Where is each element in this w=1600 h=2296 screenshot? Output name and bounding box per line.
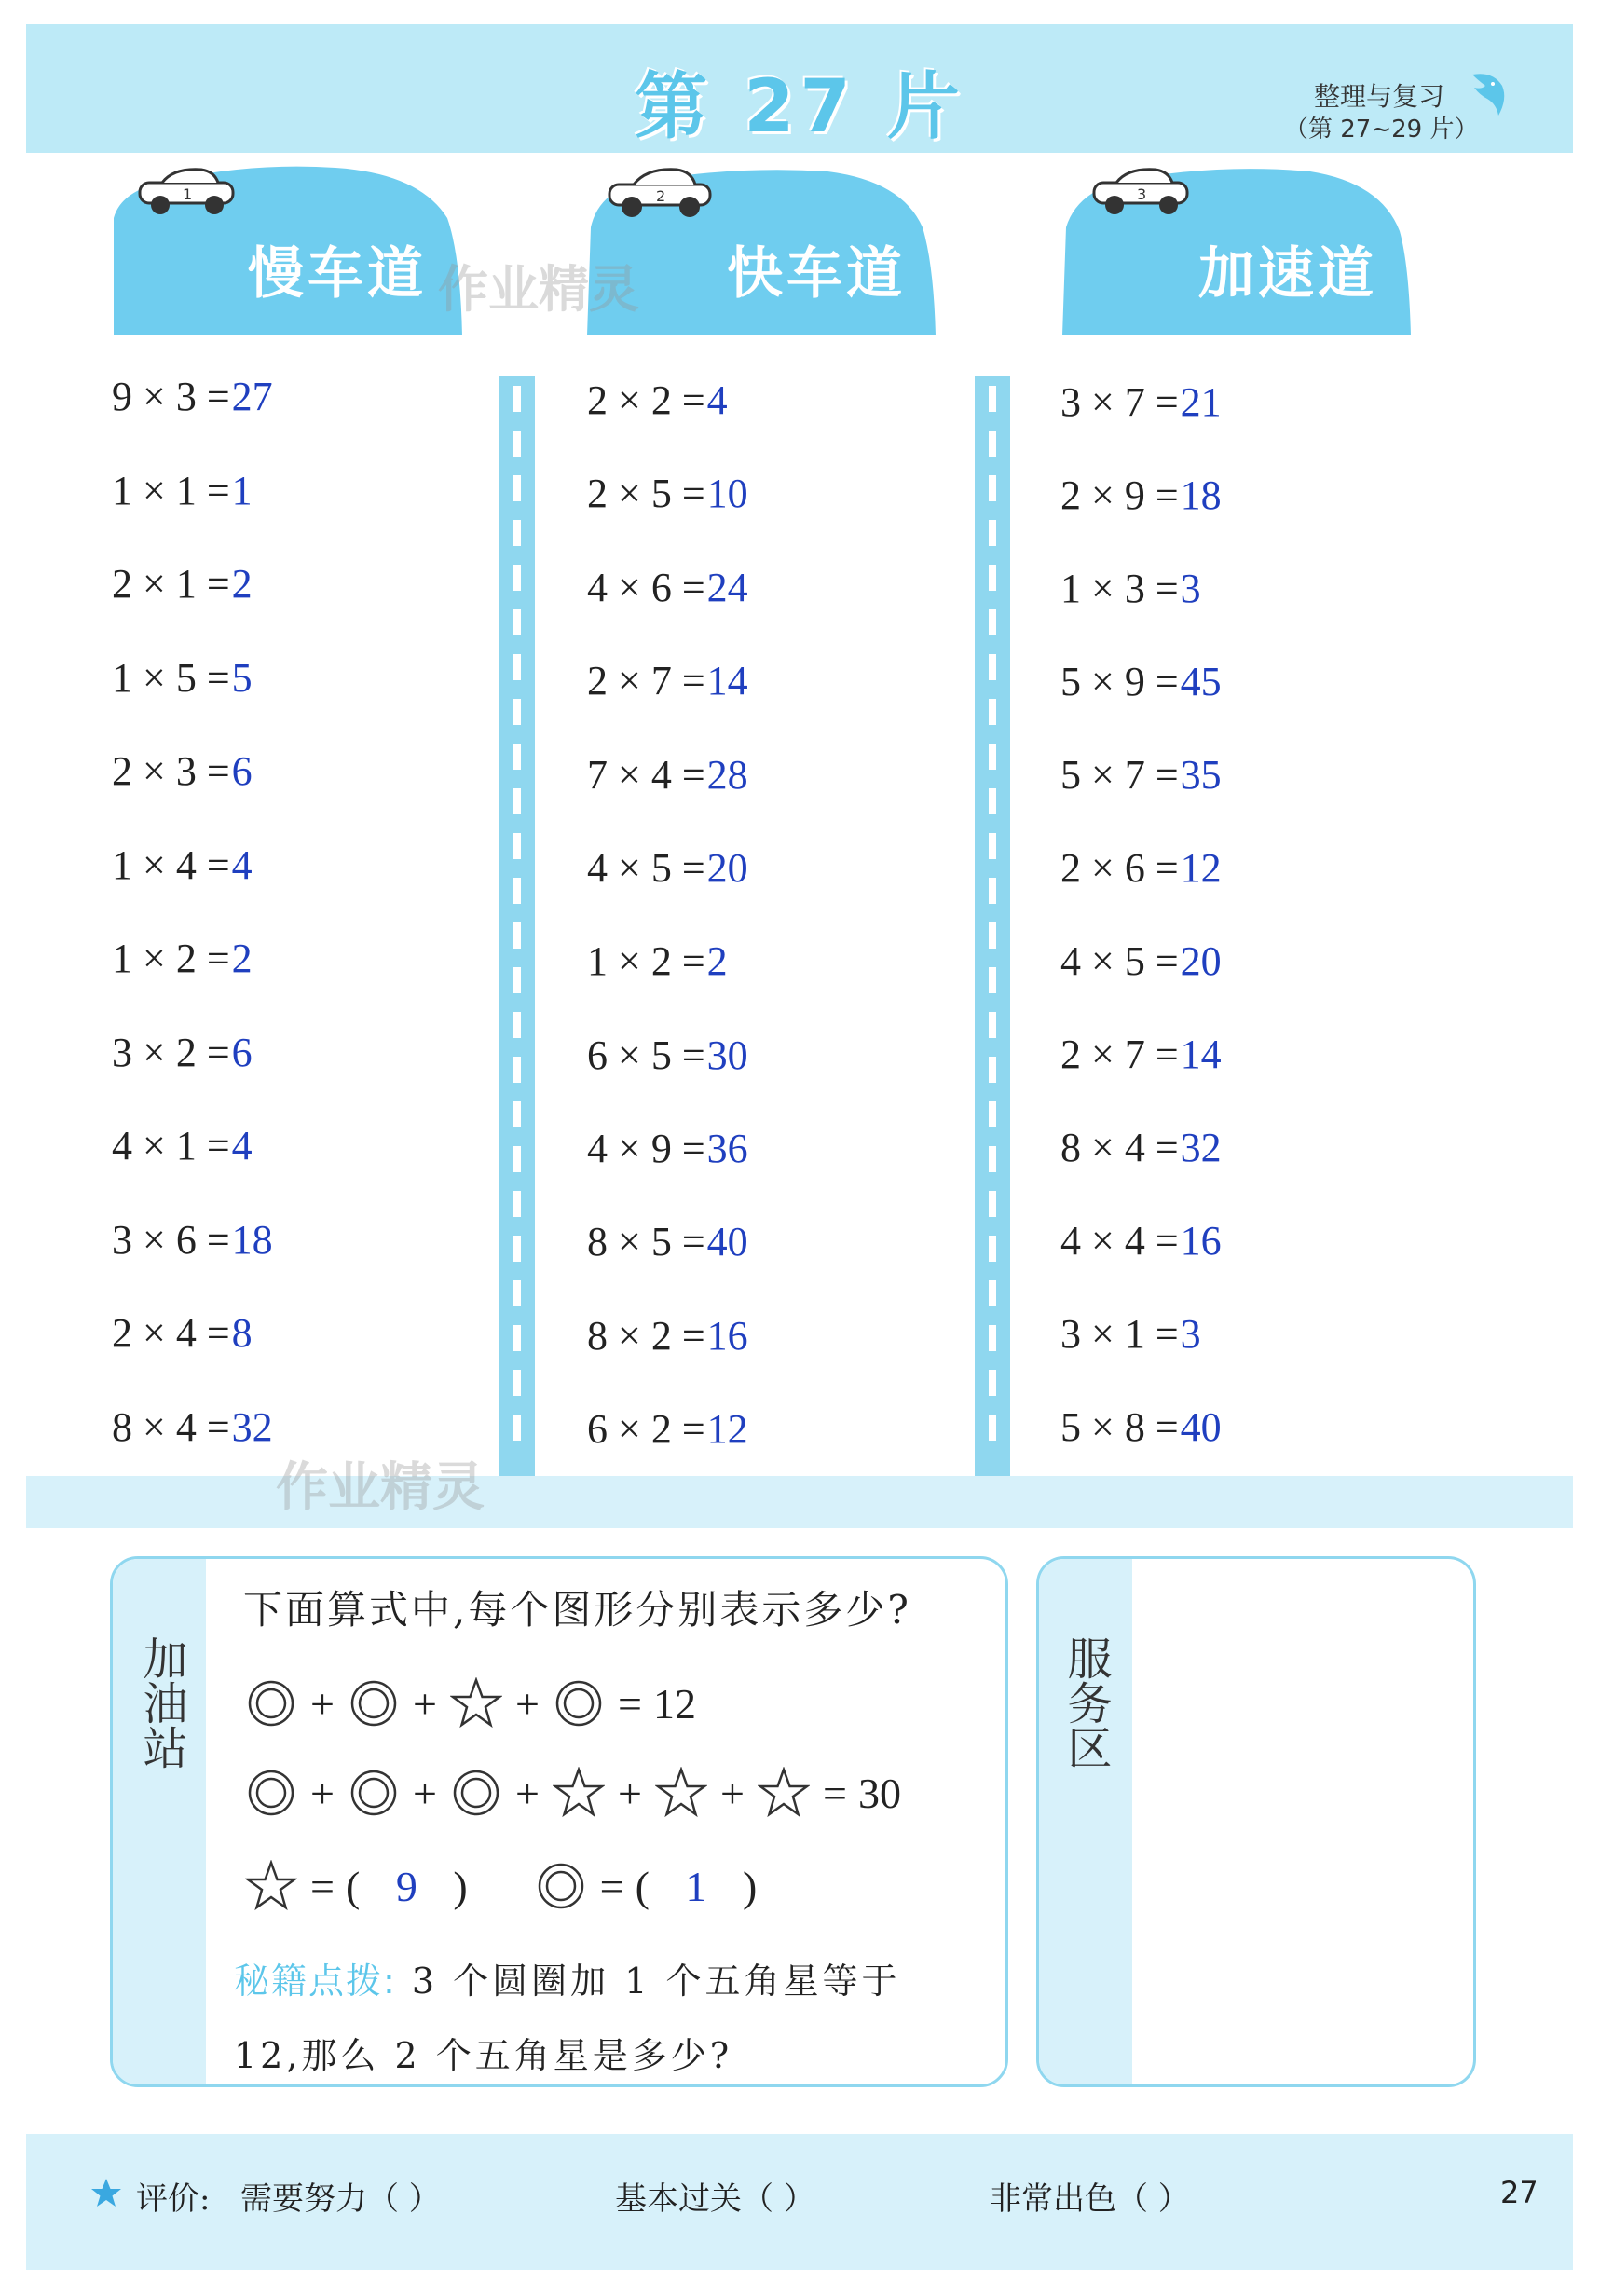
answer: 14: [1180, 1032, 1222, 1077]
answer: 8: [231, 1310, 253, 1356]
answer: 10: [706, 471, 748, 516]
answer: 35: [1180, 752, 1222, 798]
answer: 20: [706, 845, 748, 891]
star-outline-icon: [756, 1765, 812, 1821]
section-divider-band: [26, 1476, 1573, 1528]
equation-row: 2 × 5 =10: [587, 471, 748, 516]
answer: 3: [1180, 566, 1201, 611]
answer: 6: [231, 748, 253, 794]
double-circle-icon: [346, 1675, 402, 1731]
answer: 16: [1180, 1218, 1222, 1264]
service-title: 服务区: [1060, 1635, 1112, 1770]
evaluation-option-pass[interactable]: 基本过关（ ）: [615, 2180, 815, 2218]
answer: 18: [231, 1217, 273, 1263]
lane-tab-slow: [112, 162, 466, 335]
answer: 2: [231, 561, 253, 607]
answer: 3: [1180, 1311, 1201, 1357]
circle-answer: 1: [685, 1862, 707, 1910]
lane-title-slow: 慢车道: [248, 241, 427, 307]
equation-row: 7 × 4 =28: [587, 752, 748, 798]
answer: 1: [231, 468, 253, 513]
equation-row: 3 × 2 =6: [112, 1030, 253, 1075]
double-circle-icon: [243, 1765, 299, 1821]
service-panel: [1036, 1556, 1476, 2087]
answer: 30: [706, 1032, 748, 1078]
svg-text:2: 2: [656, 187, 666, 205]
answer: 20: [1180, 938, 1222, 984]
equation-row: 2 × 2 =4: [587, 377, 728, 423]
star-outline-icon: [551, 1765, 607, 1821]
star-answer: 9: [395, 1862, 417, 1910]
equation-row: 2 × 7 =14: [1060, 1032, 1222, 1077]
double-circle-icon: [346, 1765, 402, 1821]
equation-row: 4 × 5 =20: [587, 845, 748, 891]
answer: 36: [706, 1126, 748, 1171]
answer: 24: [706, 565, 748, 610]
equation-result: 12: [653, 1679, 696, 1728]
answer: 4: [231, 842, 253, 888]
lane-title-accel: 加速道: [1198, 241, 1377, 307]
equation-row: 4 × 5 =20: [1060, 938, 1222, 984]
equation-row: 1 × 2 =2: [587, 938, 728, 984]
equation-row: 5 × 7 =35: [1060, 752, 1222, 798]
equation-row: 4 × 6 =24: [587, 565, 748, 610]
equation-row: 2 × 3 =6: [112, 748, 253, 794]
hint-label: 秘籍点拨:: [234, 1961, 397, 2002]
equation-row: 4 × 1 =4: [112, 1123, 253, 1168]
watermark: 作业精灵: [438, 260, 639, 319]
equation-row: 1 × 3 =3: [1060, 566, 1201, 611]
star-icon: [89, 2177, 123, 2210]
svg-text:1: 1: [183, 185, 193, 203]
lane-divider: [499, 376, 535, 1476]
answer: 21: [1180, 379, 1222, 425]
dolphin-icon: [1465, 67, 1511, 123]
race-car-icon: [136, 162, 239, 218]
equation-row: 1 × 4 =4: [112, 842, 253, 888]
answer: 4: [706, 377, 728, 423]
star-outline-icon: [448, 1675, 504, 1731]
double-circle-icon: [448, 1765, 504, 1821]
unit-label: 整理与复习: [1314, 81, 1445, 112]
svg-text:3: 3: [1137, 185, 1147, 203]
answer: 40: [1180, 1404, 1222, 1450]
equation-row: 5 × 9 =45: [1060, 659, 1222, 704]
answer: 32: [1180, 1125, 1222, 1170]
double-circle-icon: [243, 1675, 299, 1731]
lane-divider: [975, 376, 1010, 1476]
answer: 4: [231, 1123, 253, 1168]
equation-row: 2 × 1 =2: [112, 561, 253, 607]
equation-row: 2 × 7 =14: [587, 658, 748, 704]
double-circle-icon: [551, 1675, 607, 1731]
answer: 12: [706, 1406, 748, 1452]
unit-range: （第 27~29 片）: [1284, 116, 1479, 144]
equation-row: 1 × 2 =2: [112, 936, 253, 981]
answer: 6: [231, 1030, 253, 1075]
answer: 18: [1180, 472, 1222, 518]
equation-row: 4 × 9 =36: [587, 1126, 748, 1171]
answer: 5: [231, 655, 253, 701]
equation-row: 1 × 1 =1: [112, 468, 253, 513]
equation-row: 8 × 2 =16: [587, 1313, 748, 1359]
race-car-icon: [606, 162, 718, 220]
equation-row: 2 × 4 =8: [112, 1310, 253, 1356]
answer: 2: [706, 938, 728, 984]
evaluation-label: 评价:: [136, 2180, 211, 2218]
lane-title-fast: 快车道: [727, 241, 906, 307]
lane-tab-accel: [1060, 162, 1415, 335]
equation-row: 2 × 6 =12: [1060, 845, 1222, 891]
page-number: 27: [1500, 2175, 1538, 2210]
equation-row: 8 × 4 =32: [112, 1404, 273, 1450]
evaluation-option-needs-effort[interactable]: 需要努力（ ）: [240, 2180, 441, 2218]
equation-row: 3 × 6 =18: [112, 1217, 273, 1263]
star-outline-icon: [653, 1765, 709, 1821]
equation-row: 9 × 3 =27: [112, 374, 273, 419]
equation-row: 1 × 5 =5: [112, 655, 253, 701]
answer: 16: [706, 1313, 748, 1359]
equation-row: 5 × 8 =40: [1060, 1404, 1222, 1450]
equation-row: 6 × 5 =30: [587, 1032, 748, 1078]
double-circle-icon: [533, 1858, 589, 1914]
answer: 27: [231, 374, 273, 419]
answer: 2: [231, 936, 253, 981]
puzzle-title: 加油站: [135, 1635, 187, 1770]
answer: 40: [706, 1219, 748, 1264]
equation-row: 3 × 1 =3: [1060, 1311, 1201, 1357]
answer: 12: [1180, 845, 1222, 891]
puzzle-panel: [110, 1556, 1008, 2087]
equation-result: 30: [858, 1769, 901, 1817]
evaluation-option-excellent[interactable]: 非常出色（ ）: [990, 2180, 1190, 2218]
answer: 28: [706, 752, 748, 798]
hint-line-2: 12,那么 2 个五角星是多少?: [234, 2035, 733, 2076]
equation-row: 3 × 7 =21: [1060, 379, 1222, 425]
answer: 45: [1180, 659, 1222, 704]
answer-line: = ( 9 ) = ( 1 ): [243, 1853, 757, 1919]
shape-equation-2: + + + + + = 30: [243, 1760, 901, 1825]
equation-row: 4 × 4 =16: [1060, 1218, 1222, 1264]
equation-row: 8 × 5 =40: [587, 1219, 748, 1264]
puzzle-question: 下面算式中,每个图形分别表示多少?: [243, 1587, 911, 1633]
answer: 32: [231, 1404, 273, 1450]
hint-line-1: 秘籍点拨: 3 个圆圈加 1 个五角星等于: [234, 1961, 901, 2002]
star-outline-icon: [243, 1858, 299, 1914]
race-car-icon: [1090, 162, 1193, 218]
answer: 14: [706, 658, 748, 704]
shape-equation-1: + + + = 12: [243, 1671, 696, 1736]
equation-row: 8 × 4 =32: [1060, 1125, 1222, 1170]
equation-row: 2 × 9 =18: [1060, 472, 1222, 518]
equation-row: 6 × 2 =12: [587, 1406, 748, 1452]
page-title: 第 27 片: [635, 65, 965, 149]
watermark: 作业精灵: [276, 1457, 485, 1518]
